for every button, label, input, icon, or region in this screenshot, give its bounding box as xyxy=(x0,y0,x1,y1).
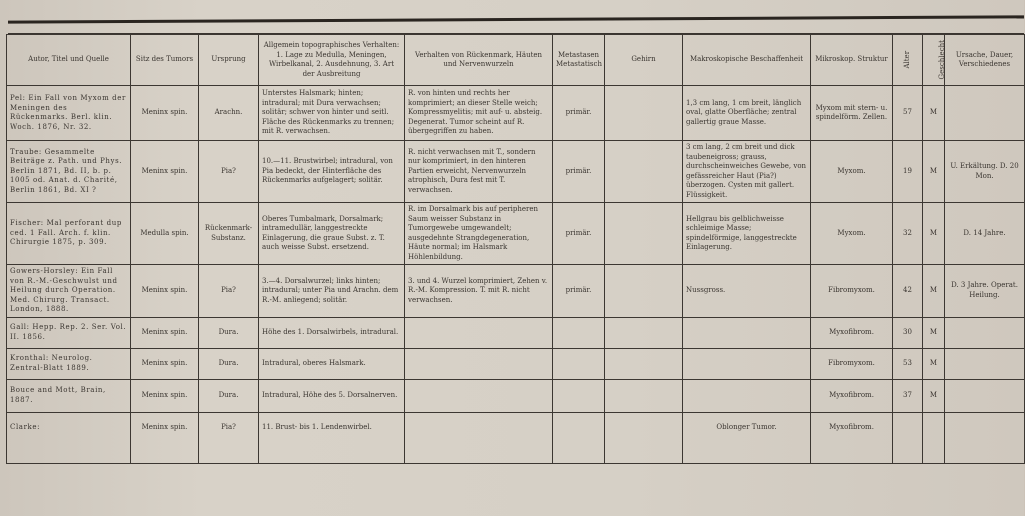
cell-metastases xyxy=(553,317,605,348)
cell-cause xyxy=(945,348,1025,379)
cell-behavior xyxy=(405,348,553,379)
cell-metastases: primär. xyxy=(553,203,605,265)
cell-behavior xyxy=(405,317,553,348)
cell-cause xyxy=(945,379,1025,412)
cell-author: Gowers-Horsley: Ein Fall von R.-M.-Geschwulst und Heilung durch Operation. Med. Chirurg. Transact. London, 1888. xyxy=(7,265,131,318)
cell-author: Gall: Hepp. Rep. 2. Ser. Vol. II. 1856. xyxy=(7,317,131,348)
cell-age: 57 xyxy=(893,86,923,141)
header-author: Autor, Titel und Quelle xyxy=(7,35,131,86)
cell-metastases: primär. xyxy=(553,86,605,141)
cell-sex: M xyxy=(923,265,945,318)
cell-author: Traube: Gesammelte Beiträge z. Path. und Phys. Berlin 1871, Bd. II, b. p. 1005 od. Anat. d. Charité, Berlin 1861, Bd. XI ? xyxy=(7,141,131,203)
table-row xyxy=(7,141,1025,203)
cell-micro: Myxofibrom. xyxy=(811,412,893,463)
cell-age: 53 xyxy=(893,348,923,379)
cell-author: Bouce and Mott, Brain, 1887. xyxy=(7,379,131,412)
header-row xyxy=(7,35,1025,86)
cell-general: Unterstes Halsmark; hinten; intradural; mit Dura verwachsen; solitär; schwer von hinter und seitl. Fläche des Rückenmarks zu trennen; mit R. verwachsen. xyxy=(259,86,405,141)
cell-metastases: primär. xyxy=(553,265,605,318)
cell-macro: 3 cm lang, 2 cm breit und dick taubeneigross; grauss, durchscheinweiches Gewebe, von gefässreicher Haut (Pia?) überzogen. Cysten mit gallert. Flüssigkeit. xyxy=(683,141,811,203)
table-row xyxy=(7,265,1025,318)
header-cause: Ursache, Dauer, Verschiedenes xyxy=(945,35,1025,86)
cell-age: 19 xyxy=(893,141,923,203)
cell-micro: Fibromyxom. xyxy=(811,348,893,379)
cell-behavior: R. nicht verwachsen mit T., sondern nur komprimiert, in den hinteren Partien erweicht, Nervenwurzeln atrophisch, Dura fest mit T. verwachsen. xyxy=(405,141,553,203)
tumor-case-table xyxy=(6,34,1025,464)
header-metastases: Metastasen Metastatisch xyxy=(553,35,605,86)
cell-micro: Fibromyxom. xyxy=(811,265,893,318)
header-site: Sitz des Tumors xyxy=(131,35,199,86)
cell-brain xyxy=(605,203,683,265)
cell-brain xyxy=(605,317,683,348)
cell-sex xyxy=(923,412,945,463)
cell-general: Intradural, oberes Halsmark. xyxy=(259,348,405,379)
table-row xyxy=(7,379,1025,412)
cell-micro: Myxom mit stern- u. spindelförm. Zellen. xyxy=(811,86,893,141)
cell-brain xyxy=(605,86,683,141)
cell-micro: Myxom. xyxy=(811,141,893,203)
header-sex-label: Geschlecht xyxy=(937,40,946,80)
cell-author: Pel: Ein Fall von Myxom der Meningen des Rückenmarks. Berl. klin. Woch. 1876, Nr. 32. xyxy=(7,86,131,141)
cell-macro: 1,3 cm lang, 1 cm breit, länglich oval, glatte Oberfläche; zentral gallertig graue Masse. xyxy=(683,86,811,141)
table-row xyxy=(7,203,1025,265)
cell-macro: Hellgrau bis gelblichweisse schleimige Masse; spindelförmige, langgestreckte Einlagerung. xyxy=(683,203,811,265)
cell-site: Medulla spin. xyxy=(131,203,199,265)
cell-site: Meninx spin. xyxy=(131,348,199,379)
table-row xyxy=(7,317,1025,348)
cell-sex: M xyxy=(923,86,945,141)
cell-site: Meninx spin. xyxy=(131,412,199,463)
cell-origin: Pia? xyxy=(199,412,259,463)
header-behavior: Verhalten von Rückenmark, Häuten und Nervenwurzeln xyxy=(405,35,553,86)
cell-cause: D. 3 Jahre. Operat. Heilung. xyxy=(945,265,1025,318)
cell-origin: Pia? xyxy=(199,141,259,203)
cell-brain xyxy=(605,348,683,379)
cell-origin: Dura. xyxy=(199,379,259,412)
header-brain: Gehirn xyxy=(605,35,683,86)
cell-site: Meninx spin. xyxy=(131,265,199,318)
cell-sex: M xyxy=(923,379,945,412)
cell-age: 37 xyxy=(893,379,923,412)
cell-micro: Myxofibrom. xyxy=(811,379,893,412)
cell-sex: M xyxy=(923,317,945,348)
cell-age: 30 xyxy=(893,317,923,348)
cell-cause: D. 14 Jahre. xyxy=(945,203,1025,265)
cell-site: Meninx spin. xyxy=(131,86,199,141)
cell-general: Oberes Tumbalmark, Dorsalmark; intramedullär, langgestreckte Einlagerung, die graue Subst. z. T. auch weisse Subst. ersetzend. xyxy=(259,203,405,265)
cell-author: Kronthal: Neurolog. Zentral-Blatt 1889. xyxy=(7,348,131,379)
cell-cause xyxy=(945,412,1025,463)
cell-age: 32 xyxy=(893,203,923,265)
header-micro: Mikroskop. Struktur xyxy=(811,35,893,86)
header-age xyxy=(893,35,923,86)
cell-behavior xyxy=(405,412,553,463)
cell-macro: Oblonger Tumor. xyxy=(683,412,811,463)
cell-metastases xyxy=(553,412,605,463)
table-row xyxy=(7,86,1025,141)
cell-brain xyxy=(605,412,683,463)
cell-sex: M xyxy=(923,203,945,265)
cell-age: 42 xyxy=(893,265,923,318)
cell-micro: Myxofibrom. xyxy=(811,317,893,348)
cell-origin: Rückenmark-Substanz. xyxy=(199,203,259,265)
cell-sex: M xyxy=(923,141,945,203)
cell-metastases xyxy=(553,348,605,379)
cell-general: Intradural, Höhe des 5. Dorsalnerven. xyxy=(259,379,405,412)
cell-origin: Dura. xyxy=(199,317,259,348)
cell-general: 11. Brust- bis 1. Lendenwirbel. xyxy=(259,412,405,463)
cell-general: Höhe des 1. Dorsalwirbels, intradural. xyxy=(259,317,405,348)
header-general: Allgemein topographisches Verhalten: 1. Lage zu Medulla, Meningen, Wirbelkanal, 2. Ausdehnung, 3. Art der Ausbreitung xyxy=(259,35,405,86)
cell-behavior xyxy=(405,379,553,412)
cell-site: Meninx spin. xyxy=(131,379,199,412)
cell-brain xyxy=(605,379,683,412)
cell-brain xyxy=(605,141,683,203)
cell-micro: Myxom. xyxy=(811,203,893,265)
cell-behavior: R. von hinten und rechts her komprimiert; an dieser Stelle weich; Kompressmyelitis; mit auf- u. absteig. Degenerat. Tumor scheint auf R. übergegriffen zu haben. xyxy=(405,86,553,141)
header-origin: Ursprung xyxy=(199,35,259,86)
cell-site: Meninx spin. xyxy=(131,141,199,203)
table-row xyxy=(7,412,1025,463)
header-age-label: Alter xyxy=(902,51,911,69)
cell-origin: Arachn. xyxy=(199,86,259,141)
cell-general: 3.—4. Dorsalwurzel; links hinten; intradural; unter Pia und Arachn. dem R.-M. anliegend; solitär. xyxy=(259,265,405,318)
cell-brain xyxy=(605,265,683,318)
table-row xyxy=(7,348,1025,379)
header-macro: Makroskopische Beschaffenheit xyxy=(683,35,811,86)
cell-metastases xyxy=(553,379,605,412)
cell-sex: M xyxy=(923,348,945,379)
cell-metastases: primär. xyxy=(553,141,605,203)
top-rule xyxy=(8,15,1024,23)
cell-author: Clarke: xyxy=(7,412,131,463)
cell-origin: Pia? xyxy=(199,265,259,318)
cell-age xyxy=(893,412,923,463)
cell-macro xyxy=(683,379,811,412)
cell-macro: Nussgross. xyxy=(683,265,811,318)
cell-macro xyxy=(683,348,811,379)
cell-behavior: 3. und 4. Wurzel komprimiert, Zehen v. R.-M. Kompression. T. mit R. nicht verwachsen. xyxy=(405,265,553,318)
cell-behavior: R. im Dorsalmark bis auf peripheren Saum weisser Substanz in Tumorgewebe umgewandelt; ausgedehnte Strangdegeneration, Häute normal; im Halsmark Höhlenbildung. xyxy=(405,203,553,265)
cell-cause xyxy=(945,317,1025,348)
cell-author: Fischer: Mal perforant dup ced. 1 Fall. Arch. f. klin. Chirurgie 1875, p. 309. xyxy=(7,203,131,265)
cell-site: Meninx spin. xyxy=(131,317,199,348)
cell-macro xyxy=(683,317,811,348)
header-sex xyxy=(923,35,945,86)
cell-cause xyxy=(945,86,1025,141)
cell-cause: U. Erkältung. D. 20 Mon. xyxy=(945,141,1025,203)
cell-general: 10.—11. Brustwirbel; intradural, von Pia bedeckt, der Hinterfläche des Rückenmarks aufgelagert; solitär. xyxy=(259,141,405,203)
cell-origin: Dura. xyxy=(199,348,259,379)
